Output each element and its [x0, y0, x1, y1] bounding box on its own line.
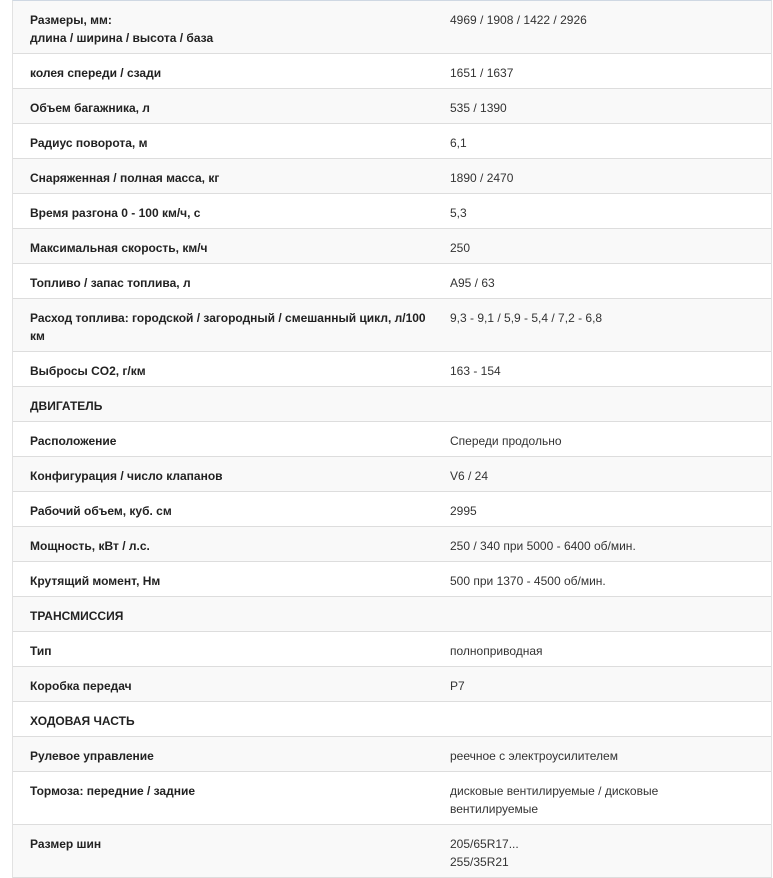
spec-value: 500 при 1370 - 4500 об/мин. — [450, 574, 606, 588]
spec-value: Спереди продольно — [450, 434, 562, 448]
table-row — [13, 772, 771, 825]
spec-value: V6 / 24 — [450, 469, 489, 483]
spec-value: А95 / 63 — [450, 276, 495, 290]
spec-label: Конфигурация / число клапанов — [30, 469, 223, 483]
spec-value: 163 - 154 — [450, 364, 501, 378]
table-row — [13, 825, 771, 878]
spec-value: 250 — [450, 241, 471, 255]
table-row — [13, 229, 771, 264]
table-row — [13, 527, 771, 562]
spec-label-line: Размеры, мм: — [30, 13, 112, 27]
table-row — [13, 299, 771, 352]
section-header-chassis — [13, 702, 771, 737]
spec-label: Радиус поворота, м — [30, 136, 148, 150]
table-row — [13, 457, 771, 492]
spec-value: 4969 / 1908 / 1422 / 2926 — [450, 13, 587, 27]
spec-label: Рулевое управление — [30, 749, 154, 763]
specifications-table — [12, 0, 772, 878]
table-row — [13, 54, 771, 89]
spec-label-line: длина / ширина / высота / база — [30, 31, 214, 45]
spec-value: полноприводная — [450, 644, 543, 658]
table-row — [13, 124, 771, 159]
spec-label: Рабочий объем, куб. см — [30, 504, 172, 518]
table-row — [13, 632, 771, 667]
table-row — [13, 194, 771, 229]
section-header-transmission — [13, 597, 771, 632]
table-row — [13, 562, 771, 597]
spec-label: Размер шин — [30, 837, 102, 851]
section-title: ХОДОВАЯ ЧАСТЬ — [30, 714, 135, 728]
table-row — [13, 89, 771, 124]
spec-value-line: вентилируемые — [450, 802, 539, 816]
spec-value: 2995 — [450, 504, 477, 518]
spec-label — [13, 299, 433, 345]
spec-label: Выбросы CO2, г/км — [30, 364, 146, 378]
spec-label: Объем багажника, л — [30, 101, 150, 115]
spec-label — [13, 1, 433, 47]
spec-value: 535 / 1390 — [450, 101, 507, 115]
table-row — [13, 264, 771, 299]
section-title: ДВИГАТЕЛЬ — [30, 399, 103, 413]
table-row — [13, 737, 771, 772]
section-header-engine — [13, 387, 771, 422]
spec-label-line: Расход топлива: городской / загородный / смешанный цикл, л/100 — [30, 311, 426, 325]
spec-label: колея спереди / сзади — [30, 66, 162, 80]
table-row — [13, 352, 771, 387]
spec-value: 5,3 — [450, 206, 467, 220]
spec-value: 1890 / 2470 — [450, 171, 514, 185]
spec-label: Крутящий момент, Нм — [30, 574, 161, 588]
spec-value — [433, 772, 771, 818]
spec-label: Максимальная скорость, км/ч — [30, 241, 208, 255]
spec-value: 1651 / 1637 — [450, 66, 514, 80]
spec-value: реечное с электроусилителем — [450, 749, 618, 763]
spec-label: Расположение — [30, 434, 117, 448]
spec-label: Коробка передач — [30, 679, 132, 693]
spec-label: Время разгона 0 - 100 км/ч, с — [30, 206, 201, 220]
spec-value-line: 255/35R21 — [450, 855, 509, 869]
spec-value: 250 / 340 при 5000 - 6400 об/мин. — [450, 539, 636, 553]
spec-value: Р7 — [450, 679, 465, 693]
table-row — [13, 1, 771, 54]
spec-label: Снаряженная / полная масса, кг — [30, 171, 220, 185]
section-title: ТРАНСМИССИЯ — [30, 609, 124, 623]
spec-value — [433, 825, 771, 871]
spec-value: 6,1 — [450, 136, 467, 150]
spec-label: Мощность, кВт / л.с. — [30, 539, 150, 553]
spec-value: 9,3 - 9,1 / 5,9 - 5,4 / 7,2 - 6,8 — [450, 311, 603, 325]
table-row — [13, 422, 771, 457]
table-row — [13, 667, 771, 702]
spec-label-line: км — [30, 329, 45, 343]
table-row — [13, 492, 771, 527]
table-row — [13, 159, 771, 194]
spec-value-line: дисковые вентилируемые / дисковые — [450, 784, 659, 798]
spec-label: Топливо / запас топлива, л — [30, 276, 191, 290]
spec-value-line: 205/65R17... — [450, 837, 519, 851]
spec-label: Тип — [30, 644, 52, 658]
spec-label: Тормоза: передние / задние — [30, 784, 196, 798]
